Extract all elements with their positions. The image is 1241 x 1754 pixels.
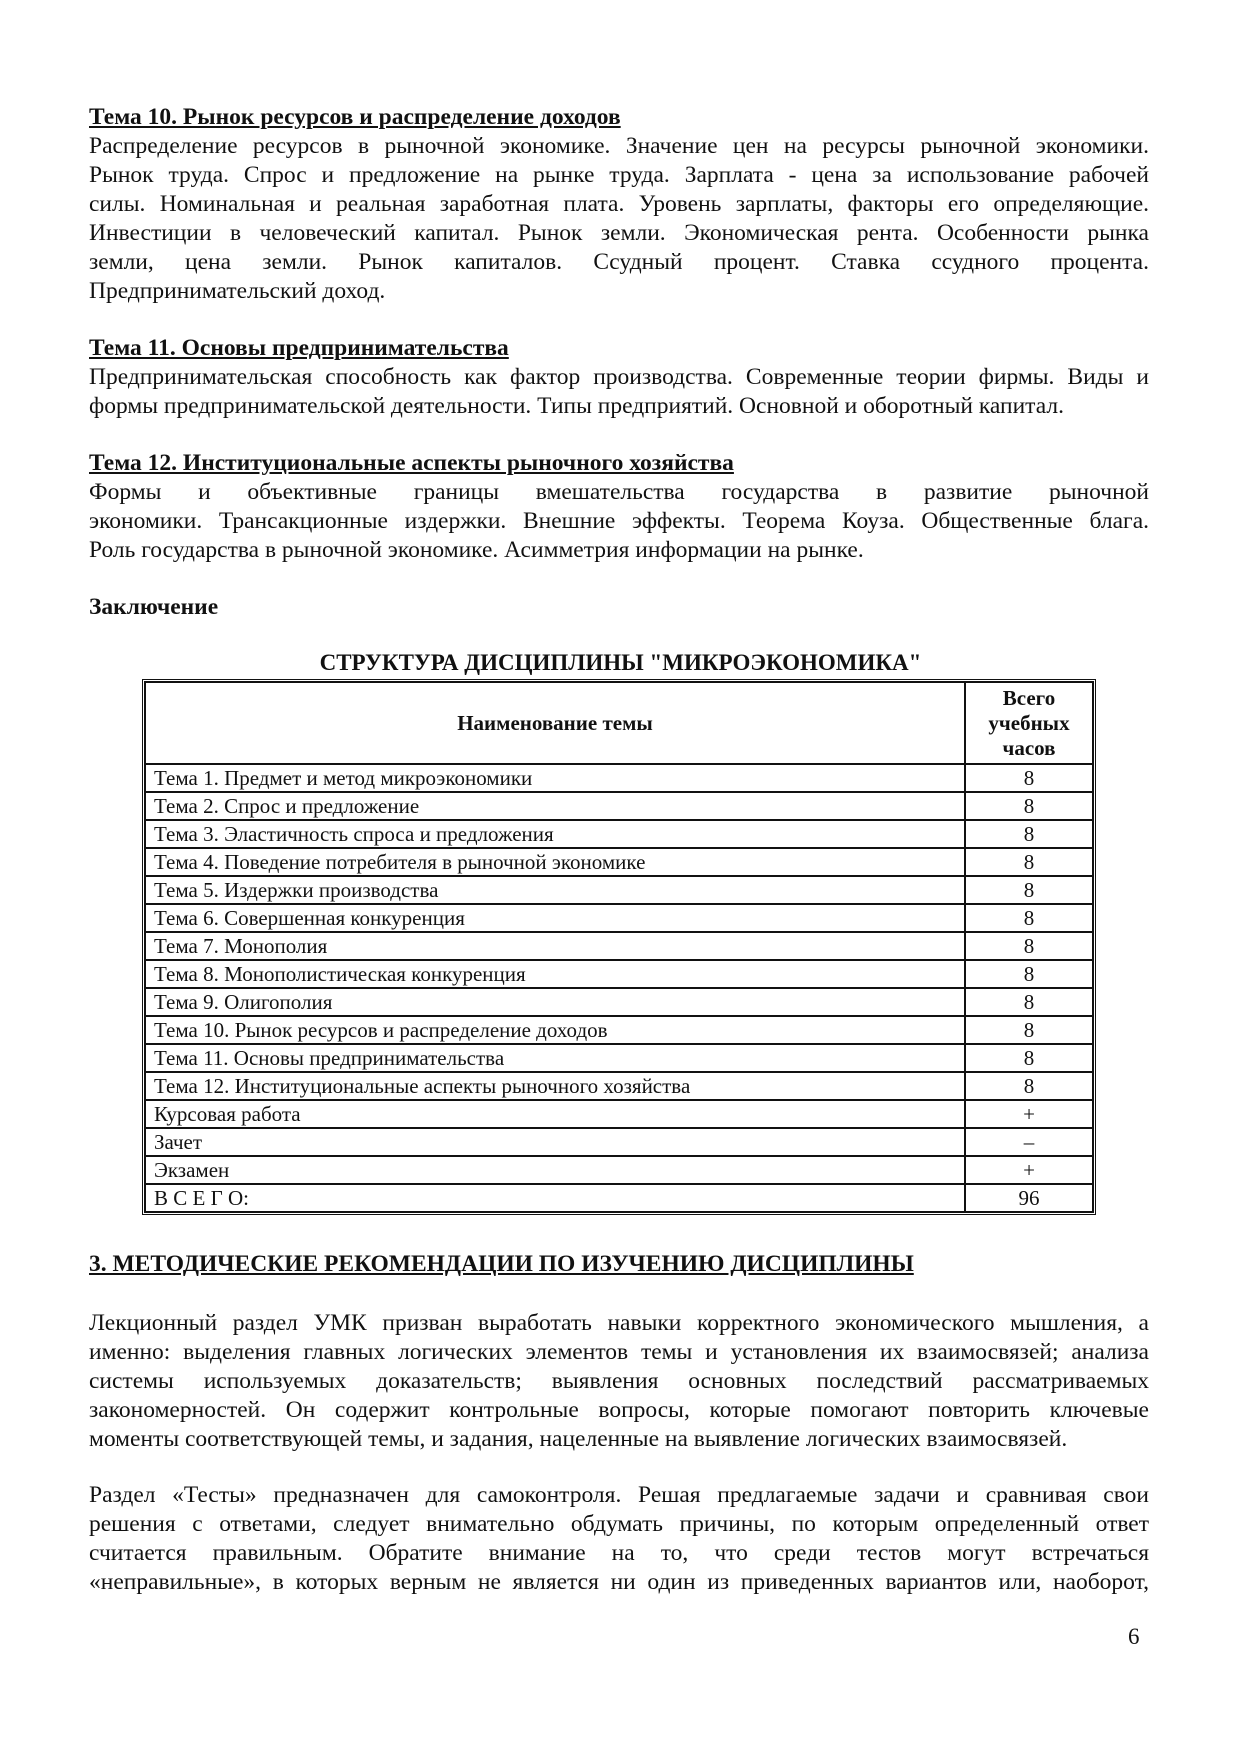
text-line: считается правильным. Обратите внимание на то, что среди тестов могут встречаться	[89, 1540, 1149, 1566]
table-row	[145, 1016, 1093, 1044]
text-line: Раздел «Тесты» предназначен для самоконтроля. Решая предлагаемые задачи и сравнивая свои	[89, 1482, 1149, 1508]
table-row	[145, 988, 1093, 1016]
section-3-heading: 3. МЕТОДИЧЕСКИЕ РЕКОМЕНДАЦИИ ПО ИЗУЧЕНИЮ ДИСЦИПЛИНЫ	[89, 1251, 914, 1277]
text-line: Рынок труда. Спрос и предложение на рынке труда. Зарплата - цена за использование рабочей	[89, 162, 1149, 188]
topic-cell: Тема 9. Олигополия	[145, 988, 965, 1016]
topic-cell: Экзамен	[145, 1156, 965, 1184]
text-line: Предпринимательская способность как фактор производства. Современные теории фирмы. Виды и	[89, 364, 1149, 390]
page-number: 6	[1128, 1624, 1140, 1649]
topic-cell: Зачет	[145, 1128, 965, 1156]
section-3-paragraph-2	[89, 1481, 1149, 1597]
text-line: именно: выделения главных логических элементов темы и установления их взаимосвязей; анализа	[89, 1339, 1149, 1365]
text-line: системы используемых доказательств; выявления основных последствий рассматриваемых	[89, 1368, 1149, 1394]
hours-cell: +	[965, 1100, 1093, 1128]
hours-cell: 8	[965, 792, 1093, 820]
conclusion-heading: Заключение	[89, 594, 219, 620]
hours-cell: 8	[965, 1072, 1093, 1100]
hours-cell: 8	[965, 988, 1093, 1016]
hours-cell: 8	[965, 1044, 1093, 1072]
table-row	[145, 1156, 1093, 1184]
discipline-structure-table	[142, 679, 1096, 1215]
text-line: «неправильные», в которых верным не является ни один из приведенных вариантов или, наоборот,	[89, 1569, 1149, 1595]
topic-cell: Тема 12. Институциональные аспекты рыночного хозяйства	[145, 1072, 965, 1100]
hours-cell: 8	[965, 848, 1093, 876]
topic-cell: Тема 7. Монополия	[145, 932, 965, 960]
text-line: Лекционный раздел УМК призван выработать навыки корректного экономического мышления, а	[89, 1310, 1149, 1336]
text-line: земли, цена земли. Рынок капиталов. Ссудный процент. Ставка ссудного процента.	[89, 249, 1149, 275]
table-row	[145, 1044, 1093, 1072]
section-3-paragraph-1	[89, 1309, 1149, 1454]
text-line: экономики. Трансакционные издержки. Внешние эффекты. Теорема Коуза. Общественные блага.	[89, 508, 1149, 534]
text-line: формы предпринимательской деятельности. Типы предприятий. Основной и оборотный капитал.	[89, 393, 1064, 419]
topic-cell: Тема 5. Издержки производства	[145, 876, 965, 904]
topic-cell: Тема 1. Предмет и метод микроэкономики	[145, 764, 965, 792]
table-row	[145, 904, 1093, 932]
table-title: СТРУКТУРА ДИСЦИПЛИНЫ "МИКРОЭКОНОМИКА"	[319, 650, 922, 675]
table-row	[145, 792, 1093, 820]
text-line: Предпринимательский доход.	[89, 278, 386, 304]
header-hours: Всего учебных часов	[965, 682, 1093, 764]
table-row	[145, 820, 1093, 848]
section-topic-10	[89, 103, 1149, 306]
hours-cell: +	[965, 1156, 1093, 1184]
table-row	[145, 1184, 1093, 1212]
text-line: Формы и объективные границы вмешательства государства в развитие рыночной	[89, 479, 1149, 505]
table-row	[145, 932, 1093, 960]
topic-heading: Тема 11. Основы предпринимательства	[89, 335, 509, 361]
table-row	[145, 960, 1093, 988]
table-row	[145, 764, 1093, 792]
text-line: моменты соответствующей темы, и задания, нацеленные на выявление логических взаимосвязей.	[89, 1426, 1068, 1452]
text-line: Инвестиции в человеческий капитал. Рынок земли. Экономическая рента. Особенности рынка	[89, 220, 1149, 246]
table-row	[145, 1100, 1093, 1128]
topic-cell: Тема 4. Поведение потребителя в рыночной экономике	[145, 848, 965, 876]
header-topic-name: Наименование темы	[145, 682, 965, 764]
table-row	[145, 876, 1093, 904]
topic-cell: Тема 3. Эластичность спроса и предложения	[145, 820, 965, 848]
hours-cell: 8	[965, 820, 1093, 848]
hours-cell: –	[965, 1128, 1093, 1156]
topic-heading: Тема 12. Институциональные аспекты рыночного хозяйства	[89, 450, 734, 476]
section-topic-12	[89, 449, 1149, 565]
topic-cell: В С Е Г О:	[145, 1184, 965, 1212]
hours-cell: 8	[965, 932, 1093, 960]
topic-cell: Тема 11. Основы предпринимательства	[145, 1044, 965, 1072]
hours-cell: 8	[965, 1016, 1093, 1044]
section-topic-11	[89, 334, 1149, 421]
topic-cell: Тема 2. Спрос и предложение	[145, 792, 965, 820]
hours-cell: 8	[965, 876, 1093, 904]
hours-cell: 8	[965, 764, 1093, 792]
topic-cell: Тема 6. Совершенная конкуренция	[145, 904, 965, 932]
topic-heading: Тема 10. Рынок ресурсов и распределение доходов	[89, 104, 621, 130]
hours-cell: 8	[965, 904, 1093, 932]
topic-cell: Тема 10. Рынок ресурсов и распределение доходов	[145, 1016, 965, 1044]
table-row	[145, 1128, 1093, 1156]
hours-cell: 96	[965, 1184, 1093, 1212]
topic-cell: Курсовая работа	[145, 1100, 965, 1128]
text-line: решения с ответами, следует внимательно обдумать причины, по которым определенный ответ	[89, 1511, 1149, 1537]
text-line: закономерностей. Он содержит контрольные вопросы, которые помогают повторить ключевые	[89, 1397, 1149, 1423]
topic-cell: Тема 8. Монополистическая конкуренция	[145, 960, 965, 988]
text-line: Распределение ресурсов в рыночной экономике. Значение цен на ресурсы рыночной экономики.	[89, 133, 1149, 159]
table-row	[145, 848, 1093, 876]
hours-cell: 8	[965, 960, 1093, 988]
table-row	[145, 1072, 1093, 1100]
text-line: силы. Номинальная и реальная заработная плата. Уровень зарплаты, факторы его определяющие.	[89, 191, 1149, 217]
text-line: Роль государства в рыночной экономике. Асимметрия информации на рынке.	[89, 537, 864, 563]
